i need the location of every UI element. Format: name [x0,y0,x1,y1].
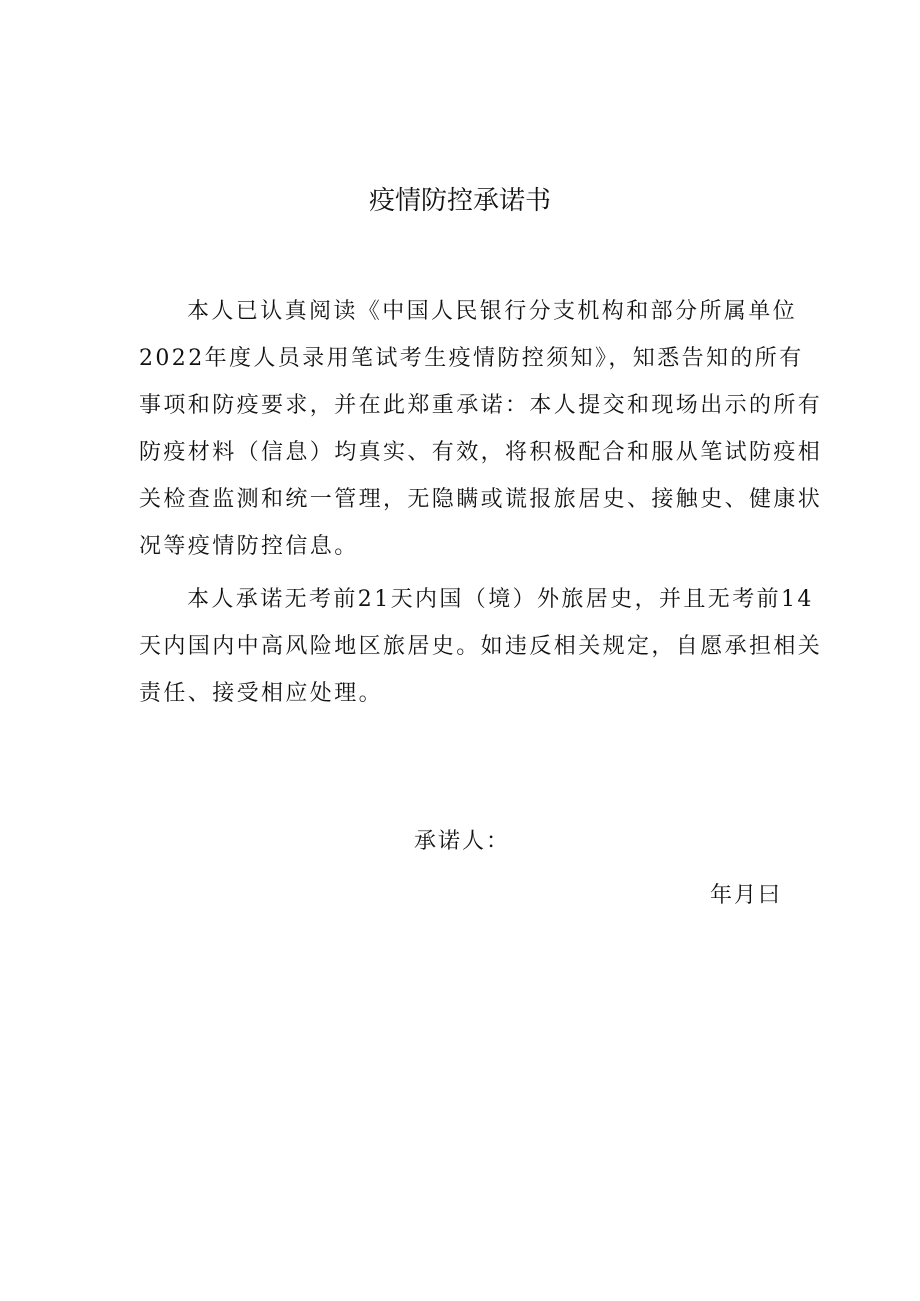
paragraph-travel-history [139,576,823,717]
paragraph-1-line-4: 防疫材料（信息）均真实、有效，将积极配合和服从笔试防疫相 [139,440,823,465]
paragraph-1 [139,288,823,570]
paragraph-1-line-2: 2022年度人员录用笔试考生疫情防控须知》，知悉告知的所有 [139,346,804,371]
paragraph-1-line-1 [139,288,798,335]
paragraph-2-line-2: 天内国内中高风险地区旅居史。如违反相关规定，自愿承担相关 [139,634,823,659]
paragraph-1-line-5: 关检查监测和统一管理，无隐瞒或谎报旅居史、接触史、健康状 [139,487,823,512]
paragraph-1-line-6: 况等疫情防控信息。 [139,534,359,559]
paragraph-2-line-1 [139,576,814,623]
signature-label: 承诺人： [414,829,511,854]
paragraph-2-line-3: 责任、接受相应处理。 [139,681,384,706]
date-label: 年月曰 [709,883,782,908]
paragraph-1-line-3: 事项和防疫要求，并在此郑重承诺：本人提交和现场出示的所有 [139,393,823,418]
paragraph-2-line-1-text: 本人承诺无考前21天内国（境）外旅居史，并且无考前14 [187,587,814,612]
paragraph-1-line-1-text: 本人已认真阅读《中国人民银行分支机构和部分所属单位 [187,299,798,324]
document-title: 疫情防控承诺书 [368,186,551,216]
paragraph-commitment-intro [139,288,823,570]
paragraph-2 [139,576,823,717]
